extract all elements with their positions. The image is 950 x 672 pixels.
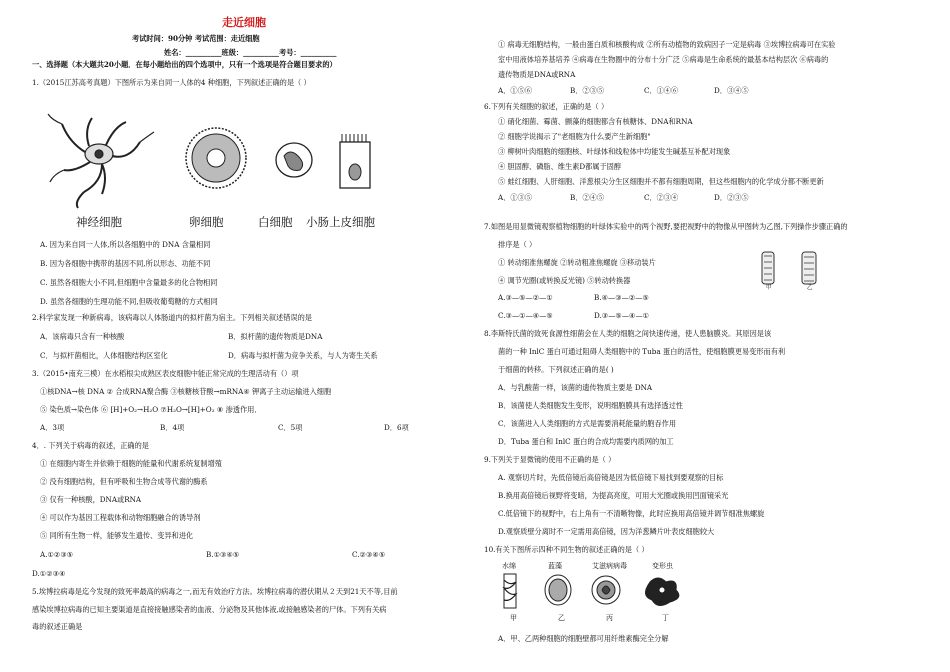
cell-label-neuron: 神经细胞 xyxy=(76,215,122,229)
q5-option-d: D．③④⑤ xyxy=(714,86,749,95)
q2-option-a: A．该病毒只含有一种核酸 xyxy=(40,332,125,341)
q10-label-bing: 丙 xyxy=(606,614,613,622)
q4-option-d: D.①②③④ xyxy=(32,569,66,578)
q10-label-yi: 乙 xyxy=(558,614,565,622)
q7-items-2: ④ 调节光圈(或转换反光镜) ⑤转动转换器 xyxy=(498,276,631,285)
q2-option-c: C．与拟杆菌相比，人体细胞结构区室化 xyxy=(40,351,168,360)
cyanobacteria-drawing xyxy=(545,575,571,605)
q5-line1: 5.埃博拉病毒是迄今发现的致死率最高的病毒之一,而无有效治疗方法。埃博拉病毒的潜伏期从２天到21天不等,目前 xyxy=(32,587,398,596)
q6-item-3: ③ 柳树叶肉细胞的细胞核、叶绿体和线粒体中均能发生碱基互补配对现象 xyxy=(498,147,731,156)
q7-stem-2: 排序是（ ） xyxy=(498,240,537,249)
q6-option-a: A．①③⑤ xyxy=(498,193,532,202)
view-jia xyxy=(762,252,774,284)
q4-item-4: ④ 可以作为基因工程载体和动物细胞融合的诱导剂 xyxy=(40,513,201,522)
q1-stem: 1.（2015江苏高考真题）下图所示为来自同一人体的4 种细胞，下列叙述正确的是（ ） xyxy=(32,78,311,87)
name-line: 姓名：__________班级：__________考号：__________ xyxy=(164,48,337,57)
q1-option-c: C. 虽然各细胞大小不同,但细胞中含量最多的化合物相同 xyxy=(40,278,218,287)
q7-stem: 7.如图是用显微镜观察植物细胞的叶绿体实验中的两个视野,要把视野中的物像从甲图转为乙图,下列操作步骤正确的 xyxy=(484,222,848,231)
q2-stem: 2.科学家发现一种新病毒，该病毒以人体肠道内的拟杆菌为宿主。下列相关叙述错误的是 xyxy=(32,313,312,322)
q7-option-a: A.③—⑤—②—① xyxy=(498,293,553,302)
spirogyra-drawing xyxy=(504,574,516,608)
q4-stem: 4．. 下列关于病毒的叙述，正确的是 xyxy=(32,441,149,450)
q3-option-d: D．6项 xyxy=(384,423,409,432)
q5-right-line2: 室中用液体培养基培养 ④病毒在生物圈中的分布十分广泛 ⑤病毒是生命系统的最基本结构层次 ⑥病毒的 xyxy=(498,55,829,64)
q8-option-c: C．该菌进入人类细胞的方式是需要消耗能量的胞吞作用 xyxy=(498,419,677,428)
q3-line2: ⑤ 染色质→染色体 ⑥ [H]+O₂→H₂O ⑦H₂O→[H]+O₂ ⑧ 渗透作用． xyxy=(40,405,262,414)
q4-item-3: ③ 仅有一种核酸，DNA或RNA xyxy=(40,495,142,504)
q2-option-b: B．拟杆菌的遗传物质是DNA xyxy=(228,332,323,341)
white-blood-cell-drawing xyxy=(276,143,312,177)
neuron-drawing xyxy=(48,114,154,208)
q7-option-d: D.③—⑤—④—① xyxy=(594,311,650,320)
q9-option-c: C.低倍镜下的视野中，右上角有一不清晰物像，此时应换用高倍镜并调节细准焦螺旋 xyxy=(498,509,765,518)
q1-option-a: A. 因为来自同一人体,所以各细胞中的 DNA 含量相同 xyxy=(40,240,211,249)
q8-option-b: B．该菌使人类细胞发生变形，说明细胞膜具有选择透过性 xyxy=(498,401,683,410)
q4-option-b: B.①③④⑤ xyxy=(206,550,240,559)
q4-option-a: A.①②③⑤ xyxy=(40,550,74,559)
q5-option-b: B．②③⑤ xyxy=(570,86,605,95)
q1-cells-figure xyxy=(44,112,374,210)
q2-option-d: D．病毒与拟杆菌为竞争关系，与人为寄生关系 xyxy=(228,351,378,360)
q10-name-amoeba: 变形虫 xyxy=(652,562,673,570)
q8-option-a: A．与乳酸菌一样，该菌的遗传物质主要是 DNA xyxy=(498,383,653,392)
q10-label-jia: 甲 xyxy=(510,614,517,622)
q10-stem: 10.有关下图所示四种不同生物的叙述正确的是（ ） xyxy=(484,545,649,554)
q3-line1: ①核DNA→核 DNA ② 合成RNA聚合酶 ③核糖核苷酸→mRNA④ 钾离子主动运输进入细胞 xyxy=(40,387,332,396)
q6-stem: 6.下列有关细胞的叙述，正确的是（ ） xyxy=(484,102,609,111)
exam-info: 考试时间：90分钟 考试范围：走近细胞 xyxy=(132,34,260,43)
q6-option-b: B．②④⑤ xyxy=(570,193,605,202)
cell-label-epithelial: 小肠上皮细胞 xyxy=(306,215,375,229)
cell-label-egg: 卵细胞 xyxy=(189,215,224,229)
q4-item-2: ② 没有细胞结构，但有呼吸和生物合成等代谢的酶系 xyxy=(40,477,208,486)
q10-name-hiv: 艾滋病病毒 xyxy=(592,562,627,570)
q9-option-a: A. 观察切片时，先低倍镜后高倍镜是因为低倍镜下易找到要观察的目标 xyxy=(498,473,724,482)
q10-label-ding: 丁 xyxy=(662,614,669,622)
q1-option-b: B. 因为各细胞中携带的基因不同,所以形态、功能不同 xyxy=(40,259,211,268)
q7-label-jia: 甲 xyxy=(766,285,772,291)
q10-option-a: A．甲、乙两种细胞的细胞壁都可用纤维素酶完全分解 xyxy=(498,634,669,643)
q5-right-line3: 遗传物质是DNA或RNA xyxy=(498,70,576,79)
q4-item-5: ⑤ 同所有生物一样，能够发生遗传、变异和进化 xyxy=(40,531,194,540)
q9-option-d: D.观察质壁分离时不一定需用高倍镜，因为洋葱鳞片叶表皮细胞较大 xyxy=(498,527,715,536)
q6-item-1: ① 硝化细菌、霉菌、颤藻的细胞都含有核糖体、DNA和RNA xyxy=(498,117,693,126)
q5-line3: 毒的叙述正确是 xyxy=(32,622,83,631)
cell-label-wbc: 白细胞 xyxy=(258,215,293,229)
q5-right-line1: ① 病毒无细胞结构，一般由蛋白质和核酸构成 ②所有动植物的致病因子一定是病毒 ③埃博拉病毒可在实验 xyxy=(498,40,836,49)
q5-option-a: A．①⑤⑥ xyxy=(498,86,532,95)
q5-option-c: C．①④⑥ xyxy=(644,86,679,95)
hiv-drawing xyxy=(592,576,620,604)
q5-line2: 感染埃博拉病毒的已知主要渠道是直接接触感染者的血液、分泌物及其他体液,或接触感染者的尸体。下列有关病 xyxy=(32,605,387,614)
q7-label-yi: 乙 xyxy=(807,285,813,291)
q8-line1: 8.李斯特氏菌的致死食源性细菌会在人类的细胞之间快速传递，使人患脑膜炎。其原因是该 xyxy=(484,329,772,338)
page-title: 走近细胞 xyxy=(222,16,266,29)
q7-option-b: B.④—③—②—⑤ xyxy=(594,293,649,302)
q6-item-2: ② 细胞学说揭示了"老细胞为什么要产生新细胞" xyxy=(498,132,651,141)
q3-option-c: C．5项 xyxy=(278,423,303,432)
epithelial-cell-drawing xyxy=(340,134,370,188)
q10-name-lanzao: 蓝藻 xyxy=(548,562,562,570)
amoeba-drawing xyxy=(645,578,678,606)
q10-name-shuimian: 水绵 xyxy=(502,562,516,570)
q6-item-4: ④ 胆固醇、磷脂、维生素D都属于固醇 xyxy=(498,162,622,171)
q6-option-d: D．②③⑤ xyxy=(714,193,749,202)
q7-option-c: C.③—①—④—⑤ xyxy=(498,311,553,320)
q3-option-b: B．4项 xyxy=(160,423,185,432)
q1-option-d: D. 虽然各细胞的生理功能不同,但吸收葡萄糖的方式相同 xyxy=(40,297,218,306)
q4-option-c: C.②③④⑤ xyxy=(352,550,386,559)
q9-option-b: B.换用高倍镜后视野将变暗，为提高亮度，可用大光圈或换用凹面镜采光 xyxy=(498,491,729,500)
q3-stem: 3.（2015•南充三模）在水稻根尖成熟区表皮细胞中能正常完成的生理活动有（）项 xyxy=(32,369,299,378)
q8-option-d: D．Tuba 蛋白和 InlC 蛋白的合成均需要内质网的加工 xyxy=(498,437,674,446)
q9-stem: 9.下列关于显微镜的使用不正确的是（ ） xyxy=(484,455,616,464)
q6-item-5: ⑤ 蛙红细胞、人肝细胞、洋葱根尖分生区细胞并不都有细胞周期，但这些细胞内的化学成分都不断更新 xyxy=(498,177,824,186)
q8-line2: 菌的一种 InlC 蛋白可通过阻碍人类细胞中的 Tuba 蛋白的活性，使细胞膜更易变形而有利 xyxy=(498,347,786,356)
q8-line3: 于细菌的转移。下列叙述正确的是( ) xyxy=(498,365,614,374)
q3-option-a: A．3项 xyxy=(40,423,65,432)
egg-cell-drawing xyxy=(186,128,246,188)
q4-item-1: ① 在细胞内寄生并依赖于细胞的能量和代谢系统复制增殖 xyxy=(40,459,222,468)
view-yi xyxy=(802,252,816,284)
q6-option-c: C．②③④ xyxy=(644,193,679,202)
q7-items-1: ① 转动细准焦螺旋 ②转动粗准焦螺旋 ③移动装片 xyxy=(498,258,656,267)
q10-organisms-figure xyxy=(498,572,698,612)
section-heading: 一、选择题（本大题共20小题．在每小题给出的四个选项中，只有一个选项是符合题目要求的） xyxy=(32,60,337,69)
